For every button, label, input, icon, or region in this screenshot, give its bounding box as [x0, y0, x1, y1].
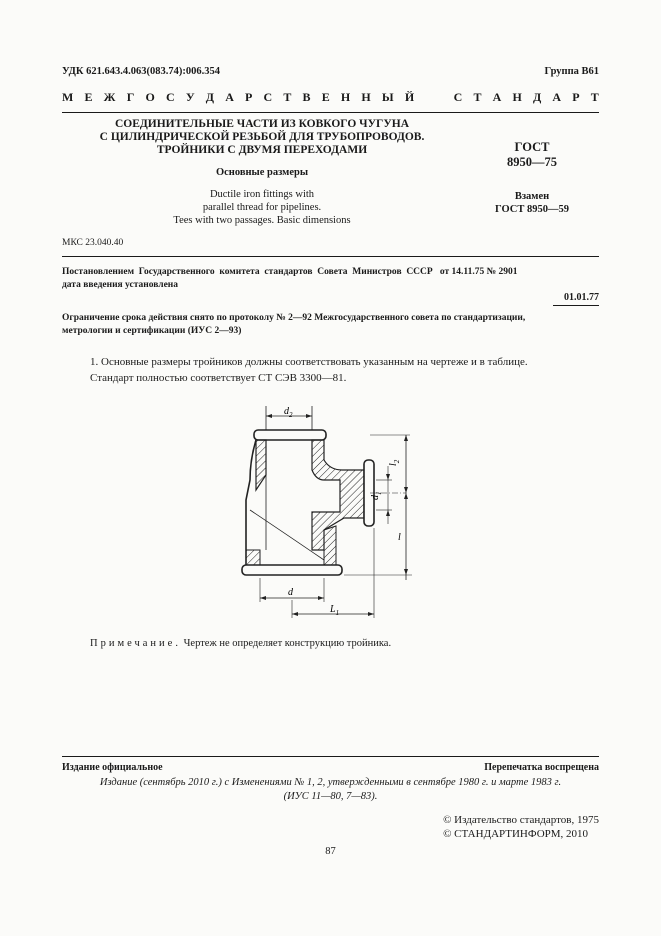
heading-letter: С [263, 90, 273, 104]
resolution-line-2: дата введения установлена [62, 280, 179, 290]
heading-letter: Г [126, 90, 135, 104]
note [90, 638, 391, 649]
copyright [443, 813, 599, 841]
divider-top [62, 112, 599, 113]
title-en-line-3: Tees with two passages. Basic dimensions [173, 215, 351, 226]
main-paragraph [62, 354, 599, 386]
edition-line-2: (ИУС 11—80, 7—83). [283, 791, 378, 802]
paragraph-line-1: 1. Основные размеры тройников должны соответствовать указанным на чертеже и в таблице. [90, 356, 528, 368]
reprint-prohibited: Перепечатка воспрещена [484, 762, 599, 773]
copyright-1: © Издательство стандартов, 1975 [443, 814, 599, 826]
heading-letter: Ы [381, 90, 394, 104]
heading-letter: Т [473, 90, 482, 104]
resolution-text [62, 266, 599, 292]
heading-letter: Е [84, 90, 93, 104]
heading-letter: М [62, 90, 74, 104]
standard-heading [62, 90, 599, 105]
heading-letter: Т [283, 90, 292, 104]
subtitle-ru: Основные размеры [215, 167, 309, 178]
limitation-text [62, 312, 599, 338]
heading-letter: Р [572, 90, 580, 104]
title-ru-line-3: ТРОЙНИКИ С ДВУМЯ ПЕРЕХОДАМИ [156, 144, 368, 156]
gost-number-block [465, 140, 599, 170]
title-en-line-1: Ductile iron fittings with [209, 189, 315, 200]
heading-letter: А [552, 90, 562, 104]
replaces-block [465, 190, 599, 216]
official-edition: Издание официальное [62, 762, 163, 773]
label-l: l [398, 532, 401, 543]
title-ru-line-2: С ЦИЛИНДРИЧЕСКОЙ РЕЗЬБОЙ ДЛЯ ТРУБОПРОВОДОВ. [99, 131, 425, 143]
heading-letter: А [225, 90, 234, 104]
heading-letter: А [492, 90, 502, 104]
replaces-number: ГОСТ 8950—59 [495, 204, 569, 215]
heading-letter: Н [340, 90, 351, 104]
gost-label: ГОСТ [514, 140, 550, 154]
title-block [62, 118, 462, 227]
date-underline [553, 305, 599, 306]
mks-code: МКС 23.040.40 [62, 238, 124, 248]
label-d: d [288, 587, 293, 598]
label-L1: $L_1$ [330, 604, 340, 617]
heading-letter: Й [404, 90, 415, 104]
copyright-2: © СТАНДАРТИНФОРМ, 2010 [443, 828, 589, 840]
tee-body [242, 430, 406, 575]
heading-letter [439, 90, 442, 105]
udk-code: УДК 621.643.4.063(083.74):006.354 [62, 66, 220, 77]
heading-letter: Д [532, 90, 542, 104]
heading-letter [425, 90, 428, 105]
replaces-label: Взамен [514, 191, 550, 202]
heading-letter: У [185, 90, 195, 104]
limitation-line-1: Ограничение срока действия снято по протоколу № 2—92 Межгосударственного совета по стандартизации, [62, 313, 526, 323]
note-lead: Примечание. [90, 638, 181, 649]
resolution-line-1: Постановлением Государственного комитета стандартов Совета Министров СССР от 14.11.75 № 2901 [62, 267, 518, 277]
label-d2: $d_2$ [284, 406, 293, 419]
introduction-date: 01.01.77 [564, 292, 599, 303]
label-l2: $l_2$ [388, 459, 401, 466]
paragraph-line-2: Стандарт полностью соответствует СТ СЭВ 3300—81. [90, 372, 347, 384]
heading-letter: Ж [103, 90, 116, 104]
note-text: Чертеж не определяет конструкцию тройника. [183, 638, 392, 649]
gost-number: 8950—75 [507, 155, 557, 169]
edition-line-1: Издание (сентябрь 2010 г.) с Изменениями № 1, 2, утвержденными в сентябре 1980 г. и марте 1983 г. [99, 777, 562, 788]
divider-mid [62, 256, 599, 257]
heading-letter: Н [512, 90, 522, 104]
title-ru-line-1: СОЕДИНИТЕЛЬНЫЕ ЧАСТИ ИЗ КОВКОГО ЧУГУНА [114, 118, 410, 130]
heading-letter: Н [361, 90, 371, 104]
heading-letter: С [453, 90, 463, 104]
title-en-line-2: parallel thread for pipelines. [202, 202, 322, 213]
group-code: Группа В61 [544, 66, 599, 77]
heading-letter: Е [321, 90, 330, 104]
limitation-line-2: метрологии и сертификации (ИУС 2—93) [62, 326, 242, 336]
title-en [62, 188, 462, 227]
heading-letter: Т [590, 90, 599, 104]
heading-letter: Д [205, 90, 215, 104]
dimension-d2 [266, 406, 312, 430]
page-number: 87 [325, 846, 336, 857]
heading-letter: С [165, 90, 175, 104]
divider-bottom [62, 756, 599, 757]
heading-letter: О [145, 90, 155, 104]
tee-drawing [220, 400, 440, 630]
label-d1: $d_1$ [370, 491, 383, 500]
edition-info [62, 776, 599, 804]
heading-letter: Р [245, 90, 253, 104]
heading-letter: В [302, 90, 311, 104]
